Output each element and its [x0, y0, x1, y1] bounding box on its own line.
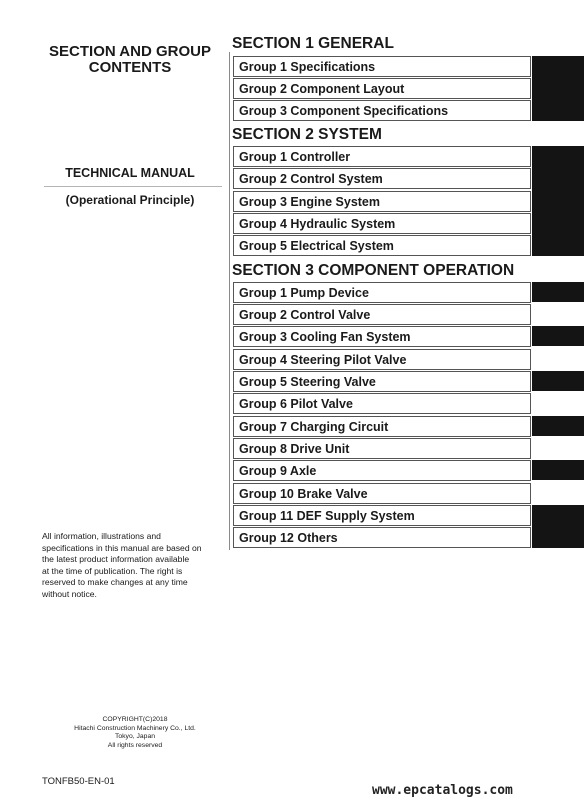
- copyright-line: Hitachi Construction Machinery Co., Ltd.: [74, 724, 196, 732]
- manual-divider: [44, 186, 222, 187]
- section-3-group-11[interactable]: Group 11 DEF Supply System: [233, 505, 531, 526]
- section-3-title: SECTION 3 COMPONENT OPERATION: [232, 262, 515, 279]
- section-3-tab-6: [532, 505, 584, 548]
- notice-line: specifications in this manual are based on: [42, 542, 202, 553]
- page-title-line1: SECTION AND GROUP: [49, 43, 211, 60]
- page-title: [40, 44, 220, 76]
- section-1-group-2[interactable]: Group 2 Component Layout: [233, 78, 531, 99]
- section-1-group-1[interactable]: Group 1 Specifications: [233, 56, 531, 77]
- section-2-tab: [532, 146, 584, 256]
- section-3-group-1[interactable]: Group 1 Pump Device: [233, 282, 531, 303]
- section-3-tab-2: [532, 326, 584, 346]
- watermark-url: www.epcatalogs.com: [372, 783, 513, 798]
- section-2-group-3[interactable]: Group 3 Engine System: [233, 191, 531, 212]
- notice-text: [42, 531, 214, 600]
- section-3-tab-3: [532, 371, 584, 391]
- section-3-group-8[interactable]: Group 8 Drive Unit: [233, 438, 531, 459]
- copyright-line: All rights reserved: [107, 741, 163, 749]
- section-3-group-5[interactable]: Group 5 Steering Valve: [233, 371, 531, 392]
- notice-line: without notice.: [42, 588, 97, 599]
- section-3-group-6[interactable]: Group 6 Pilot Valve: [233, 393, 531, 414]
- section-3-group-4[interactable]: Group 4 Steering Pilot Valve: [233, 349, 531, 370]
- section-1-title: SECTION 1 GENERAL: [232, 35, 394, 52]
- section-3-group-3[interactable]: Group 3 Cooling Fan System: [233, 326, 531, 347]
- manual-subtitle: (Operational Principle): [65, 193, 195, 207]
- notice-line: at the time of publication. The right is: [42, 565, 183, 576]
- page-title-line2: CONTENTS: [88, 59, 172, 76]
- section-2-group-4[interactable]: Group 4 Hydraulic System: [233, 213, 531, 234]
- section-3-tab-1: [532, 282, 584, 302]
- section-3-group-2[interactable]: Group 2 Control Valve: [233, 304, 531, 325]
- section-3-group-7[interactable]: Group 7 Charging Circuit: [233, 416, 531, 437]
- copyright-line: COPYRIGHT(C)2018: [102, 716, 168, 723]
- document-code: TONFB50-EN-01: [42, 776, 115, 787]
- section-3-group-9[interactable]: Group 9 Axle: [233, 460, 531, 481]
- section-3-tab-5: [532, 460, 584, 480]
- section-3-group-10[interactable]: Group 10 Brake Valve: [233, 483, 531, 504]
- copyright-line: Tokyo, Japan: [114, 733, 156, 741]
- column-divider: [229, 52, 230, 550]
- section-2-group-5[interactable]: Group 5 Electrical System: [233, 235, 531, 256]
- section-1-tab: [532, 56, 584, 121]
- section-2-group-2[interactable]: Group 2 Control System: [233, 168, 531, 189]
- copyright-block: [40, 716, 230, 750]
- manual-title: TECHNICAL MANUAL: [65, 166, 195, 180]
- section-3-tab-4: [532, 416, 584, 436]
- section-2-group-1[interactable]: Group 1 Controller: [233, 146, 531, 167]
- section-1-group-3[interactable]: Group 3 Component Specifications: [233, 100, 531, 121]
- notice-line: reserved to make changes at any time: [42, 577, 188, 587]
- section-3-group-12[interactable]: Group 12 Others: [233, 527, 531, 548]
- notice-line: All information, illustrations and: [42, 531, 161, 541]
- notice-line: the latest product information available: [42, 554, 190, 564]
- section-2-title: SECTION 2 SYSTEM: [232, 126, 382, 143]
